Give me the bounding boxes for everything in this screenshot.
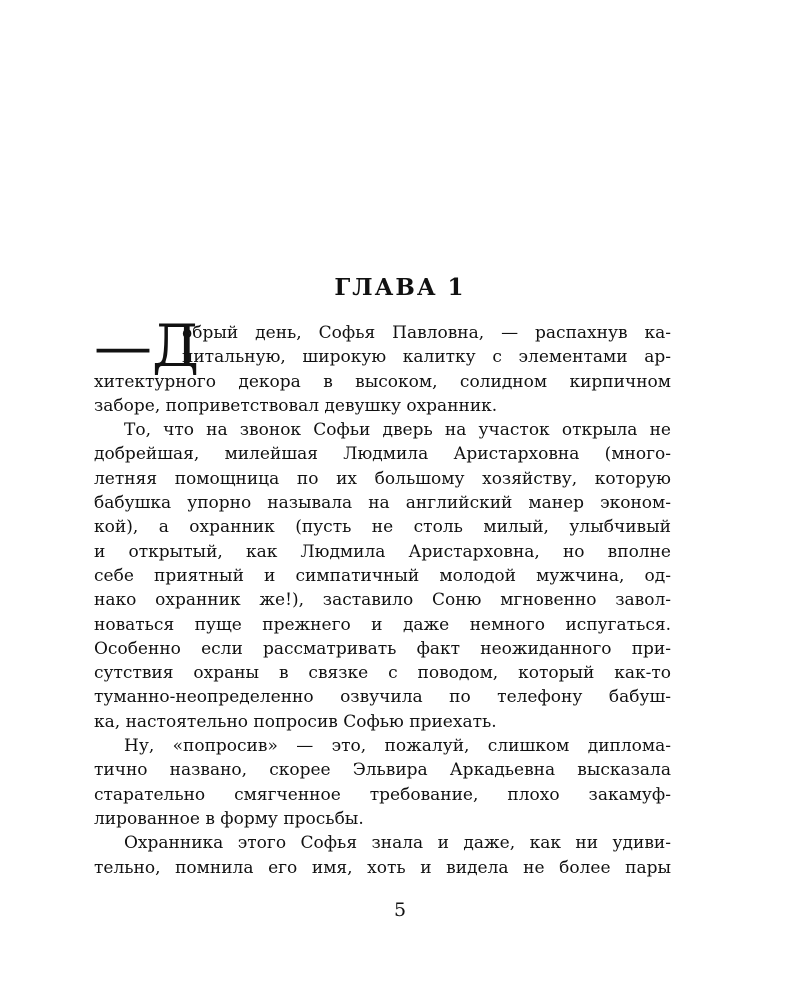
page-number: 5 — [393, 899, 407, 921]
text-line: питальную, широкую калитку с элементами ар- — [182, 347, 671, 368]
text-line: летняя помощница по их большому хозяйству, которую — [94, 468, 671, 489]
text-line: тично названо, скорее Эльвира Аркадьевна высказала — [94, 760, 671, 781]
text-line: тельно, помнила его имя, хоть и видела не более пары — [94, 857, 671, 878]
text-line: бабушка упорно называла на английский манер эконом- — [94, 493, 671, 514]
text-line: и открытый, как Людмила Аристарховна, но вполне — [94, 541, 671, 562]
text-line: Охранника этого Софья знала и даже, как ни удиви- — [124, 833, 671, 854]
drop-cap: —Д — [94, 312, 200, 380]
text-line: кой), а охранник (пусть не столь милый, улыбчивый — [94, 517, 671, 538]
text-line: То, что на звонок Софьи дверь на участок открыла не — [124, 420, 671, 441]
text-line: новаться пуще прежнего и даже немного испугаться. — [94, 614, 671, 635]
text-line: сутствия охраны в связке с поводом, который как-то — [94, 663, 671, 684]
text-line: нако охранник же!), заставило Соню мгновенно завол- — [94, 590, 671, 611]
text-line: лированное в форму просьбы. — [94, 808, 364, 829]
text-line: хитектурного декора в высоком, солидном кирпичном — [94, 371, 671, 392]
body-text — [94, 312, 671, 880]
text-line: старательно смягченное требование, плохо закамуф- — [94, 784, 671, 805]
text-line: добрейшая, милейшая Людмила Аристарховна (много- — [94, 444, 671, 465]
chapter-title: ГЛАВА 1 — [334, 274, 466, 301]
text-line: Особенно если рассматривать факт неожиданного при- — [94, 638, 671, 659]
text-line: обрый день, Софья Павловна, — распахнув ка- — [182, 323, 671, 343]
text-line: заборе, поприветствовал девушку охранник. — [94, 395, 498, 416]
text-line: себе приятный и симпатичный молодой мужчина, од- — [94, 565, 671, 586]
text-line: туманно-неопределенно озвучила по телефону бабуш- — [94, 687, 671, 708]
text-line: Ну, «попросив» — это, пожалуй, слишком диплома- — [124, 736, 671, 757]
text-line: ка, настоятельно попросив Софью приехать. — [94, 711, 497, 732]
